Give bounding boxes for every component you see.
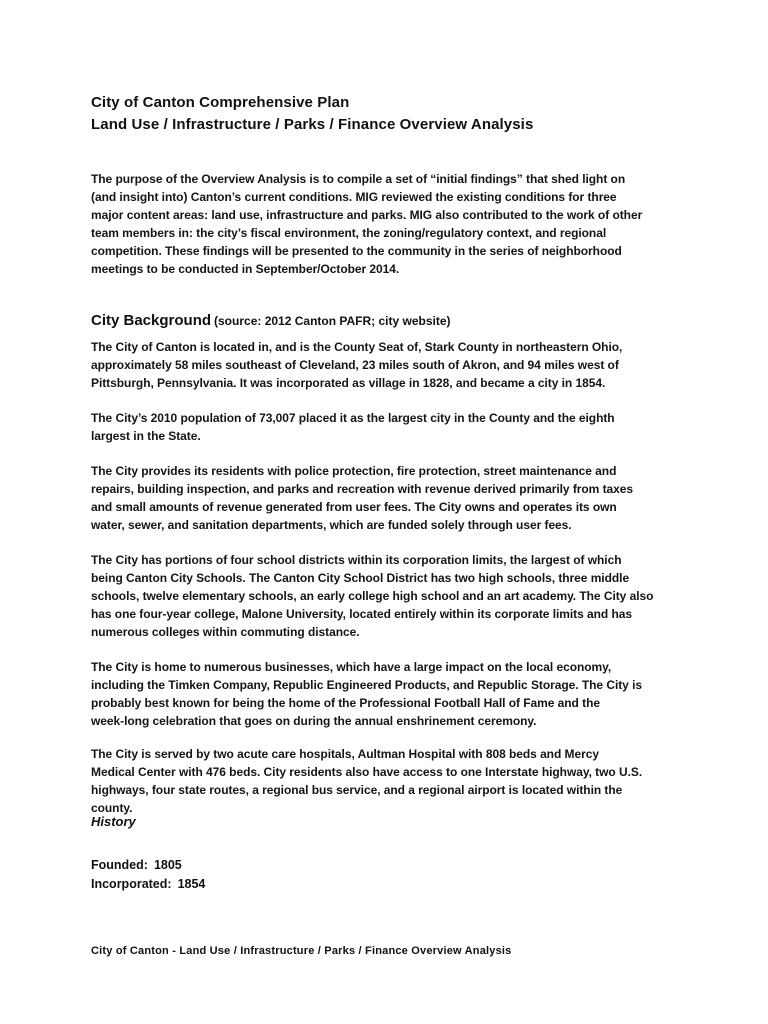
paragraph-line: Medical Center with 476 beds. City residents also have access to one Interstate highway, two U.S. — [91, 765, 643, 780]
background-paragraph-population — [91, 409, 681, 445]
incorporated-value: 1854 — [177, 877, 206, 891]
paragraph-line: including the Timken Company, Republic Engineered Products, and Republic Storage. The City is — [91, 678, 642, 693]
background-paragraph-schools — [91, 551, 681, 641]
paragraph-line: water, sewer, and sanitation departments, which are funded solely through user fees. — [91, 518, 572, 533]
intro-line: (and insight into) Canton’s current conditions. MIG reviewed the existing conditions for three — [91, 190, 617, 205]
background-paragraph-services — [91, 462, 681, 534]
paragraph-line: The City is served by two acute care hospitals, Aultman Hospital with 808 beds and Mercy — [91, 747, 599, 761]
paragraph-line: and small amounts of revenue generated from user fees. The City owns and operates its own — [91, 500, 617, 515]
background-paragraph-location — [91, 338, 681, 392]
founded-value: 1805 — [153, 858, 182, 872]
intro-line: major content areas: land use, infrastructure and parks. MIG also contributed to the work of other — [91, 208, 643, 223]
paragraph-line: largest in the State. — [91, 429, 201, 444]
intro-paragraph — [91, 170, 681, 279]
paragraph-line: The City’s 2010 population of 73,007 placed it as the largest city in the County and the eighth — [91, 411, 615, 425]
paragraph-line: county. — [91, 801, 133, 816]
paragraph-line: approximately 58 miles southeast of Cleveland, 23 miles south of Akron, and 94 miles west of — [91, 358, 619, 373]
intro-line: team members in: the city’s fiscal environment, the zoning/regulatory context, and regional — [91, 226, 607, 241]
paragraph-line: highways, four state routes, a regional bus service, and a regional airport is located within the — [91, 783, 623, 798]
paragraph-line: Pittsburgh, Pennsylvania. It was incorporated as village in 1828, and became a city in 1854. — [91, 376, 606, 391]
document-subtitle: Land Use / Infrastructure / Parks / Finance Overview Analysis — [91, 116, 534, 133]
background-paragraph-businesses — [91, 658, 681, 730]
section-source: (source: 2012 Canton PAFR; city website) — [214, 314, 451, 328]
paragraph-line: The City has portions of four school districts within its corporation limits, the largest of which — [91, 553, 622, 567]
paragraph-line: has one four-year college, Malone University, located entirely within its corporate limits and has — [91, 607, 633, 622]
page-footer: City of Canton - Land Use / Infrastructure / Parks / Finance Overview Analysis — [91, 945, 512, 957]
intro-line: The purpose of the Overview Analysis is to compile a set of “initial findings” that shed light on — [91, 172, 626, 186]
paragraph-line: week-long celebration that goes on during the annual enshrinement ceremony. — [91, 714, 537, 729]
incorporated-label: Incorporated: — [91, 877, 172, 891]
section-title: City Background — [91, 312, 212, 329]
paragraph-line: repairs, building inspection, and parks and recreation with revenue derived primarily from taxes — [91, 482, 634, 497]
paragraph-line: numerous colleges within commuting distance. — [91, 625, 360, 640]
founded-label: Founded: — [91, 858, 148, 872]
history-incorporated — [91, 877, 205, 891]
paragraph-line: being Canton City Schools. The Canton City School District has two high schools, three middle — [91, 571, 630, 586]
background-paragraph-hospitals — [91, 745, 681, 817]
paragraph-line: schools, twelve elementary schools, an early college high school and an art academy. The City also — [91, 589, 654, 604]
document-title: City of Canton Comprehensive Plan — [91, 94, 350, 111]
paragraph-line: probably best known for being the home of the Professional Football Hall of Fame and the — [91, 696, 600, 711]
paragraph-line: The City provides its residents with police protection, fire protection, street maintenance and — [91, 464, 617, 478]
paragraph-line: The City of Canton is located in, and is the County Seat of, Stark County in northeastern Ohio, — [91, 340, 623, 354]
history-heading: History — [91, 814, 136, 829]
city-background-heading — [91, 312, 451, 330]
intro-line: competition. These findings will be presented to the community in the series of neighborhood — [91, 244, 622, 259]
paragraph-line: The City is home to numerous businesses, which have a large impact on the local economy, — [91, 660, 612, 674]
intro-line: meetings to be conducted in September/October 2014. — [91, 262, 400, 277]
history-founded — [91, 858, 182, 872]
